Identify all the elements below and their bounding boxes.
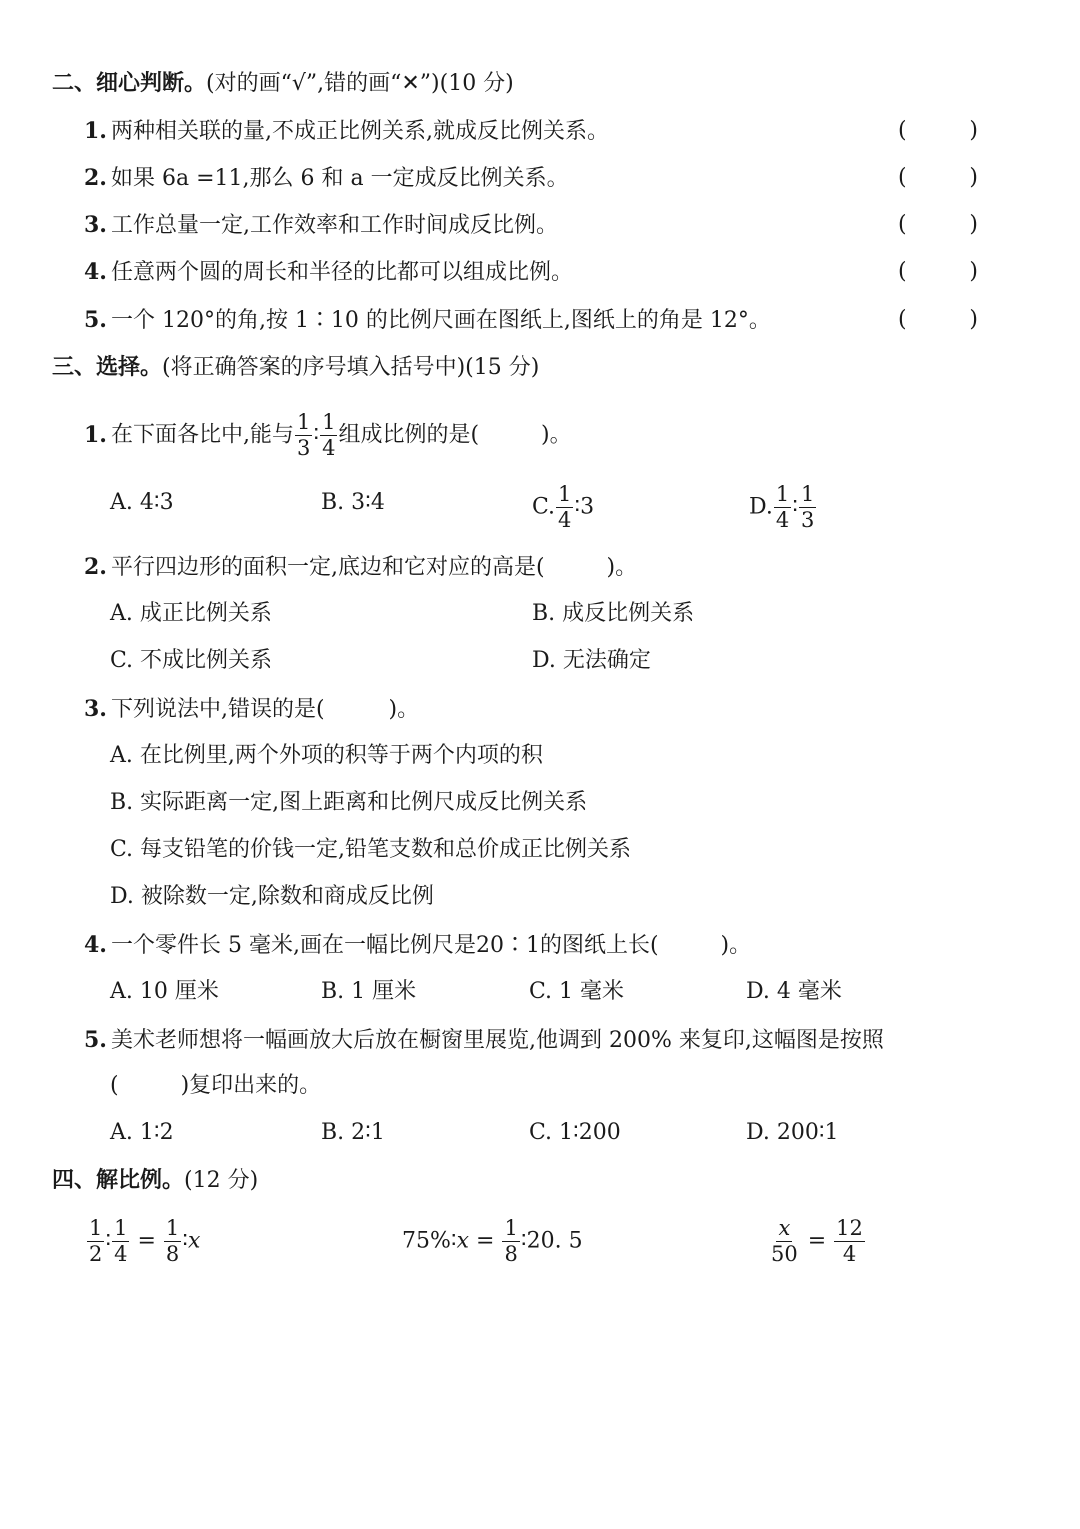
item-number: 1. <box>84 118 107 144</box>
choice-question-2: 2. 平行四边形的面积一定,底边和它对应的高是( )。 <box>84 554 638 580</box>
question-text: 下列说法中,错误的是( <box>110 697 325 722</box>
option-b[interactable]: B. 1 厘米 <box>321 979 417 1004</box>
item-number: 2. <box>84 165 107 191</box>
option-b[interactable]: B. 实际距离一定,图上距离和比例尺成反比例关系 <box>110 790 588 815</box>
proportion-equation-1: $\frac{1}{2}$ ∶ $\frac{1}{4}$ = $\frac{1}{8}$ ∶x <box>89 1216 201 1266</box>
item-text: 如果 6a =11,那么 6 和 a 一定成反比例关系。 <box>110 166 569 191</box>
judge-item-4 <box>84 257 573 288</box>
question-number: 5. <box>84 1027 107 1053</box>
section-2-note: (对的画“√”,错的画“✕”)(10 分) <box>206 71 514 96</box>
section-4-heading <box>52 1165 258 1196</box>
fraction-one-fourth: $\frac{1}{4}$ <box>558 482 572 532</box>
question-number: 1. <box>84 421 107 448</box>
judge-item-1 <box>84 116 609 147</box>
question-text: 平行四边形的面积一定,底边和它对应的高是( <box>110 555 545 580</box>
section-4-note: (12 分) <box>184 1168 259 1193</box>
option-a[interactable]: A. 10 厘米 <box>110 979 219 1004</box>
option-c[interactable]: C. 每支铅笔的价钱一定,铅笔支数和总价成正比例关系 <box>110 837 632 862</box>
question-text: 美术老师想将一幅画放大后放在橱窗里展览,他调到 200% 来复印,这幅图是按照 <box>110 1028 884 1053</box>
item-text: 两种相关联的量,不成正比例关系,就成反比例关系。 <box>110 119 609 144</box>
section-3-heading <box>52 352 539 383</box>
item-number: 5. <box>84 307 107 333</box>
fraction-one-fourth: $\frac{1}{4}$ <box>322 410 336 460</box>
judge-item-3 <box>84 210 558 241</box>
item-number: 3. <box>84 212 107 238</box>
option-a[interactable]: A. 成正比例关系 <box>110 601 272 626</box>
option-d[interactable]: D. $\frac{1}{4}$ ∶ $\frac{1}{3}$ <box>749 482 815 532</box>
choice-question-5-line-2: ( )复印出来的。 <box>110 1073 322 1098</box>
item-text: 一个 120°的角,按 1∶10 的比例尺画在图纸上,图纸上的角是 12°。 <box>110 308 771 333</box>
section-2-heading <box>52 68 514 99</box>
question-number: 2. <box>84 554 107 580</box>
section-3-note: (将正确答案的序号填入括号中)(15 分) <box>162 355 540 380</box>
option-d[interactable]: D. 200∶1 <box>746 1120 839 1145</box>
option-d[interactable]: D. 4 毫米 <box>746 979 842 1004</box>
choice-question-3: 3. 下列说法中,错误的是( )。 <box>84 696 420 722</box>
question-text: 在下面各比中,能与 <box>110 422 294 448</box>
option-a[interactable]: A. 4∶3 <box>110 490 174 515</box>
proportion-equation-2: 75%∶x = $\frac{1}{8}$ ∶20. 5 <box>402 1216 583 1266</box>
section-2-title: 二、细心判断。 <box>52 70 207 96</box>
option-b[interactable]: B. 2∶1 <box>321 1120 385 1145</box>
option-c[interactable]: C. 不成比例关系 <box>110 648 273 673</box>
option-b[interactable]: B. 3∶4 <box>321 490 385 515</box>
option-a[interactable]: A. 1∶2 <box>110 1120 174 1145</box>
proportion-equation-3: $\frac{x}{50}$ = $\frac{12}{4}$ <box>771 1216 863 1266</box>
fraction-one-third: $\frac{1}{3}$ <box>296 410 311 460</box>
choice-question-4: 4. 一个零件长 5 毫米,画在一幅比例尺是20∶1的图纸上长( )。 <box>84 932 752 958</box>
option-d[interactable]: D. 被除数一定,除数和商成反比例 <box>110 884 434 909</box>
choice-question-1: 1. 在下面各比中,能与 $\frac{1}{3}$ ∶ $\frac{1}{4}$ 组成比例的是( )。 <box>84 410 572 460</box>
option-c[interactable]: C. 1 毫米 <box>529 979 625 1004</box>
fraction-one-fourth: $\frac{1}{4}$ <box>775 482 790 532</box>
item-number: 4. <box>84 259 107 285</box>
question-text: 一个零件长 5 毫米,画在一幅比例尺是20∶1的图纸上长( <box>110 933 659 958</box>
section-4-title: 四、解比例。 <box>52 1167 185 1193</box>
option-c[interactable]: C. $\frac{1}{4}$ ∶3 <box>532 482 595 532</box>
judge-item-2 <box>84 163 569 194</box>
section-3-title: 三、选择。 <box>52 354 163 380</box>
judge-item-5 <box>84 305 771 336</box>
option-b[interactable]: B. 成反比例关系 <box>532 601 695 626</box>
question-number: 4. <box>84 932 107 958</box>
question-number: 3. <box>84 696 107 722</box>
option-d[interactable]: D. 无法确定 <box>532 648 651 673</box>
worksheet-page: 二、细心判断。(对的画“√”,错的画“✕”)(10 分) 1. 两种相关联的量,不成正比例关系,就成反比例关系。 ( ) 2. 如果 6a =11,那么 6 和 a 一定成反比例关系。 ( ) 3. 工作总量一定,工作效率和工作时间成反比例。 ( ) 4. 任意两个圆的周长和半径的比都可以组成比例。 ( ) 5. 一个 120°的角,按 1∶10 的比例尺画在图纸上,图纸上的角是 12°。 ( ) 三、选择。(将正确答案的序号填入括号中)(15 分) 1. 在下面各比中,能与 $\frac{1}{3}$ ∶ $\frac{1}{4}$ 组成比例的是( )。 A. 4∶3 B. 3∶4 C. $\frac{1}{4}$ ∶3 D. $\frac{1}{4}$ ∶ $\frac{1}{3}$ 2. 平行四边形的面积一定,底边和它对应的高是( )。 A. 成正比例关系 B. 成反比例关系 C. 不成比例关系 D. 无法确定 3. 下列说法中,错误的是( )。 A. 在比例里,两个外项的积等于两个内项的积 B. 实际距离一定,图上距离和比例尺成反比例关系 C. 每支铅笔的价钱一定,铅笔支数和总价成正比例关系 D. 被除数一定,除数和商成反比例 4. 一个零件长 5 毫米,画在一幅比例尺是20∶1的图纸上长( )。 A. 10 厘米 B. 1 厘米 C. 1 毫米 D. 4 毫米 5. 美术老师想将一幅画放大后放在橱窗里展览,他调到 200% 来复印,这幅图是按照 ( )复印出来的。 A. 1∶2 B. 2∶1 C. 1∶200 D. 200∶1 四、解比例。(12 分) $\frac{1}{2}$ ∶ $\frac{1}{4}$ = $\frac{1}{8}$ ∶x 75%∶x = $\frac{1}{8}$ ∶20. 5 $\frac{x}{50}$ = $\frac{12}{4}$ <box>52 70 978 1266</box>
option-c[interactable]: C. 1∶200 <box>529 1120 621 1145</box>
item-text: 任意两个圆的周长和半径的比都可以组成比例。 <box>110 260 573 285</box>
item-text: 工作总量一定,工作效率和工作时间成反比例。 <box>110 213 558 238</box>
option-a[interactable]: A. 在比例里,两个外项的积等于两个内项的积 <box>110 743 543 768</box>
fraction-one-third: $\frac{1}{3}$ <box>800 482 815 532</box>
choice-question-5 <box>84 1025 884 1056</box>
